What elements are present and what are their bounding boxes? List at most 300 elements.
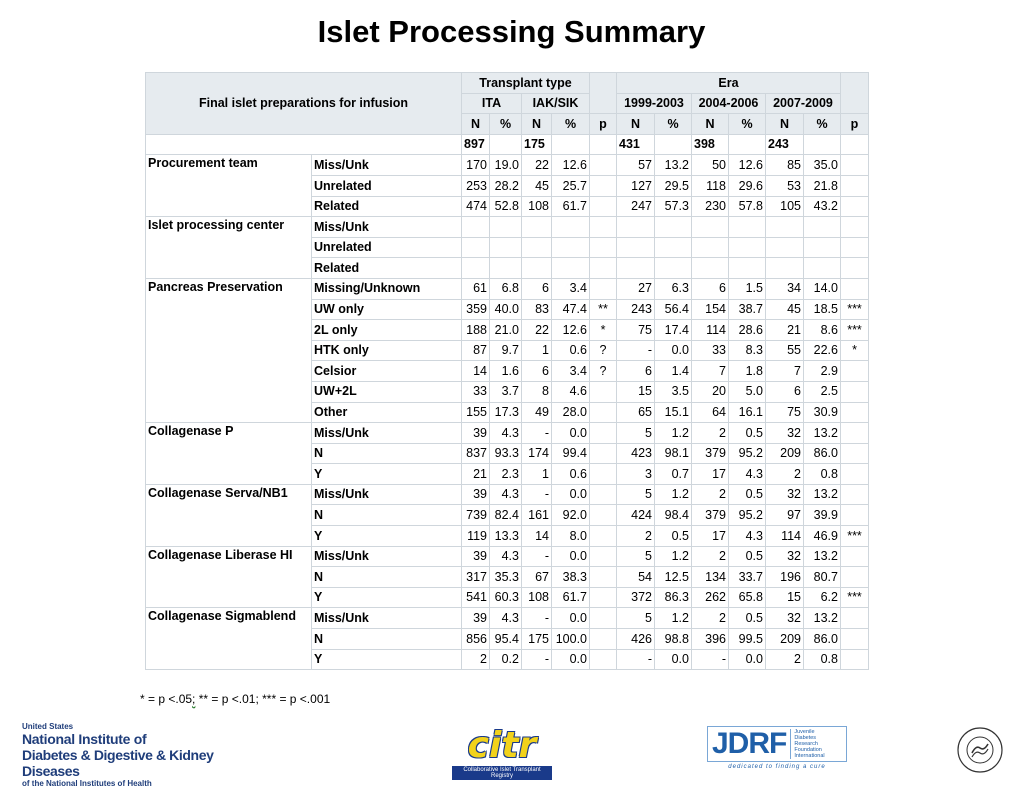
value-cell — [766, 237, 804, 258]
significance-footnote — [140, 692, 330, 706]
p-value-cell — [590, 217, 617, 238]
niddk-logo-line: Diabetes & Digestive & Kidney Diseases — [22, 747, 214, 779]
header-n: N — [617, 114, 655, 135]
niddk-logo-line: United States — [22, 722, 74, 731]
value-cell: 39 — [462, 423, 490, 444]
total-cell: 243 — [766, 134, 804, 155]
value-cell — [692, 217, 729, 238]
value-cell: 21 — [462, 464, 490, 485]
value-cell: 95.4 — [490, 629, 522, 650]
value-cell: 155 — [462, 402, 490, 423]
value-cell: 29.5 — [655, 175, 692, 196]
value-cell: 75 — [766, 402, 804, 423]
value-cell: 60.3 — [490, 587, 522, 608]
total-cell — [552, 134, 590, 155]
value-cell: 2 — [692, 546, 729, 567]
value-cell — [490, 258, 522, 279]
p-value-cell — [841, 196, 869, 217]
value-cell: 20 — [692, 381, 729, 402]
value-cell: 61.7 — [552, 196, 590, 217]
value-cell: 2 — [617, 526, 655, 547]
value-cell: 1.2 — [655, 423, 692, 444]
value-cell: 379 — [692, 505, 729, 526]
value-cell: 4.3 — [490, 484, 522, 505]
p-value-cell — [590, 526, 617, 547]
value-cell: 6.3 — [655, 278, 692, 299]
value-cell: 9.7 — [490, 340, 522, 361]
value-cell: 2 — [692, 608, 729, 629]
total-cell — [841, 134, 869, 155]
value-cell: 49 — [522, 402, 552, 423]
value-cell: 14.0 — [804, 278, 841, 299]
value-cell: 114 — [692, 320, 729, 341]
value-cell: 1.2 — [655, 546, 692, 567]
p-value-cell — [841, 361, 869, 382]
value-cell: 119 — [462, 526, 490, 547]
row-label: Missing/Unknown — [312, 278, 462, 299]
value-cell: 1.4 — [655, 361, 692, 382]
value-cell: 17.3 — [490, 402, 522, 423]
value-cell: 247 — [617, 196, 655, 217]
value-cell: 837 — [462, 443, 490, 464]
value-cell: 98.8 — [655, 629, 692, 650]
value-cell: 57 — [617, 155, 655, 176]
group-label: Collagenase Sigmablend — [146, 608, 312, 670]
p-value-cell — [841, 546, 869, 567]
value-cell: 253 — [462, 175, 490, 196]
value-cell: 17.4 — [655, 320, 692, 341]
value-cell: 1.5 — [729, 278, 766, 299]
p-value-cell — [590, 175, 617, 196]
value-cell: 6 — [522, 361, 552, 382]
value-cell: 175 — [522, 629, 552, 650]
jdrf-small-line: Diabetes — [794, 735, 817, 741]
value-cell: 4.3 — [490, 608, 522, 629]
value-cell — [462, 258, 490, 279]
value-cell: 3.5 — [655, 381, 692, 402]
jdrf-logo — [707, 726, 847, 770]
value-cell: 15.1 — [655, 402, 692, 423]
row-label: HTK only — [312, 340, 462, 361]
value-cell: 4.3 — [490, 546, 522, 567]
value-cell: 12.6 — [552, 155, 590, 176]
value-cell: 28.2 — [490, 175, 522, 196]
value-cell: 209 — [766, 629, 804, 650]
value-cell: - — [522, 484, 552, 505]
row-label: Miss/Unk — [312, 484, 462, 505]
jdrf-small-line: International — [794, 753, 825, 759]
p-value-cell: *** — [841, 587, 869, 608]
total-cell: 897 — [462, 134, 490, 155]
p-value-cell — [590, 608, 617, 629]
jdrf-small-line: Foundation — [794, 747, 822, 753]
value-cell: 8.0 — [552, 526, 590, 547]
p-value-cell — [590, 629, 617, 650]
header-pct: % — [655, 114, 692, 135]
value-cell: 0.0 — [552, 608, 590, 629]
value-cell: 0.5 — [729, 546, 766, 567]
value-cell: 262 — [692, 587, 729, 608]
value-cell: 38.7 — [729, 299, 766, 320]
value-cell: 12.6 — [729, 155, 766, 176]
header-pct: % — [552, 114, 590, 135]
table-row — [146, 217, 869, 238]
p-value-cell — [841, 443, 869, 464]
value-cell — [617, 258, 655, 279]
value-cell: 5 — [617, 423, 655, 444]
citr-logo-word: citr — [467, 725, 537, 766]
row-label: Y — [312, 464, 462, 485]
value-cell: 86.0 — [804, 443, 841, 464]
value-cell — [804, 217, 841, 238]
total-cell: 398 — [692, 134, 729, 155]
value-cell: 1.2 — [655, 608, 692, 629]
table-row — [146, 608, 869, 629]
p-value-cell: *** — [841, 299, 869, 320]
value-cell: 174 — [522, 443, 552, 464]
value-cell — [522, 258, 552, 279]
value-cell: 92.0 — [552, 505, 590, 526]
header-gap — [841, 73, 869, 114]
value-cell: 52.8 — [490, 196, 522, 217]
value-cell: 46.9 — [804, 526, 841, 547]
value-cell — [804, 258, 841, 279]
value-cell: 93.3 — [490, 443, 522, 464]
value-cell: 35.0 — [804, 155, 841, 176]
value-cell: - — [617, 649, 655, 670]
value-cell: 32 — [766, 546, 804, 567]
value-cell: 16.1 — [729, 402, 766, 423]
value-cell: 39.9 — [804, 505, 841, 526]
header-p: p — [841, 114, 869, 135]
value-cell: 243 — [617, 299, 655, 320]
row-label: Unrelated — [312, 237, 462, 258]
value-cell — [552, 258, 590, 279]
value-cell — [655, 237, 692, 258]
value-cell: 8.6 — [804, 320, 841, 341]
value-cell: 0.0 — [655, 649, 692, 670]
row-label: Miss/Unk — [312, 608, 462, 629]
value-cell: 86.0 — [804, 629, 841, 650]
value-cell: 53 — [766, 175, 804, 196]
row-label: N — [312, 443, 462, 464]
row-label: Miss/Unk — [312, 155, 462, 176]
jdrf-small-line: Research — [794, 741, 818, 747]
value-cell: 19.0 — [490, 155, 522, 176]
value-cell — [552, 237, 590, 258]
value-cell: 21.0 — [490, 320, 522, 341]
value-cell: 22 — [522, 320, 552, 341]
header-ita: ITA — [462, 93, 522, 114]
page-title: Islet Processing Summary — [317, 14, 706, 49]
footnote-part: ; — [192, 692, 196, 706]
value-cell: - — [522, 423, 552, 444]
totals-row — [146, 134, 869, 155]
value-cell: 4.6 — [552, 381, 590, 402]
value-cell: 2 — [766, 464, 804, 485]
footnote-part: * = p <.05 — [140, 692, 193, 706]
p-value-cell — [841, 217, 869, 238]
p-value-cell — [841, 237, 869, 258]
value-cell: 379 — [692, 443, 729, 464]
group-label: Pancreas Preservation — [146, 278, 312, 422]
value-cell: 43.2 — [804, 196, 841, 217]
value-cell: 0.7 — [655, 464, 692, 485]
value-cell: 65 — [617, 402, 655, 423]
value-cell: - — [692, 649, 729, 670]
value-cell: 188 — [462, 320, 490, 341]
header-pct: % — [804, 114, 841, 135]
header-transplant-type: Transplant type — [462, 73, 590, 94]
value-cell — [490, 217, 522, 238]
p-value-cell — [590, 567, 617, 588]
value-cell: 3.7 — [490, 381, 522, 402]
value-cell: 5 — [617, 608, 655, 629]
value-cell — [490, 237, 522, 258]
header-main-label: Final islet preparations for infusion — [146, 73, 462, 135]
p-value-cell: ? — [590, 361, 617, 382]
value-cell: 64 — [692, 402, 729, 423]
p-value-cell — [841, 423, 869, 444]
p-value-cell — [841, 175, 869, 196]
value-cell: 80.7 — [804, 567, 841, 588]
table-row — [146, 278, 869, 299]
value-cell: 61.7 — [552, 587, 590, 608]
value-cell: 39 — [462, 546, 490, 567]
value-cell: 18.5 — [804, 299, 841, 320]
header-pct: % — [729, 114, 766, 135]
niddk-logo — [22, 722, 252, 788]
value-cell: 0.8 — [804, 464, 841, 485]
value-cell: 32 — [766, 423, 804, 444]
value-cell: 6 — [766, 381, 804, 402]
value-cell: 32 — [766, 484, 804, 505]
value-cell: 0.0 — [552, 484, 590, 505]
p-value-cell — [841, 278, 869, 299]
value-cell: 1.8 — [729, 361, 766, 382]
value-cell: 6 — [692, 278, 729, 299]
header-n: N — [462, 114, 490, 135]
value-cell: 2 — [462, 649, 490, 670]
value-cell: 170 — [462, 155, 490, 176]
value-cell: 40.0 — [490, 299, 522, 320]
value-cell: 108 — [522, 587, 552, 608]
value-cell: 209 — [766, 443, 804, 464]
value-cell: 45 — [522, 175, 552, 196]
row-label: Miss/Unk — [312, 546, 462, 567]
value-cell: 105 — [766, 196, 804, 217]
jdrf-tagline: dedicated to finding a cure — [728, 764, 826, 770]
value-cell: 426 — [617, 629, 655, 650]
value-cell: 1 — [522, 464, 552, 485]
value-cell: 423 — [617, 443, 655, 464]
p-value-cell — [841, 402, 869, 423]
header-era-3: 2007-2009 — [766, 93, 841, 114]
value-cell: 98.1 — [655, 443, 692, 464]
row-label: Miss/Unk — [312, 423, 462, 444]
row-label: Y — [312, 587, 462, 608]
value-cell: 15 — [617, 381, 655, 402]
header-n: N — [766, 114, 804, 135]
value-cell — [522, 217, 552, 238]
value-cell: 82.4 — [490, 505, 522, 526]
row-label: Miss/Unk — [312, 217, 462, 238]
total-cell: 175 — [522, 134, 552, 155]
row-label: Y — [312, 649, 462, 670]
islet-summary-table — [145, 72, 869, 670]
row-label: Other — [312, 402, 462, 423]
value-cell: 127 — [617, 175, 655, 196]
p-value-cell — [841, 629, 869, 650]
header-pct: % — [490, 114, 522, 135]
value-cell: 541 — [462, 587, 490, 608]
header-iak-sik: IAK/SIK — [522, 93, 590, 114]
row-label: N — [312, 567, 462, 588]
p-value-cell — [841, 484, 869, 505]
value-cell — [729, 258, 766, 279]
value-cell: 0.8 — [804, 649, 841, 670]
value-cell — [729, 217, 766, 238]
value-cell: 5.0 — [729, 381, 766, 402]
value-cell: 0.5 — [729, 423, 766, 444]
value-cell: 0.0 — [552, 546, 590, 567]
value-cell: 21 — [766, 320, 804, 341]
value-cell: 4.3 — [729, 526, 766, 547]
p-value-cell — [590, 484, 617, 505]
value-cell: 4.3 — [490, 423, 522, 444]
p-value-cell — [590, 505, 617, 526]
value-cell — [462, 217, 490, 238]
value-cell: 39 — [462, 608, 490, 629]
value-cell: 17 — [692, 464, 729, 485]
value-cell: 83 — [522, 299, 552, 320]
value-cell — [692, 258, 729, 279]
value-cell: 95.2 — [729, 505, 766, 526]
p-value-cell: ? — [590, 340, 617, 361]
row-label: UW+2L — [312, 381, 462, 402]
value-cell — [729, 237, 766, 258]
value-cell: 6 — [522, 278, 552, 299]
value-cell: 2 — [692, 423, 729, 444]
value-cell: 372 — [617, 587, 655, 608]
p-value-cell — [590, 258, 617, 279]
value-cell: 57.3 — [655, 196, 692, 217]
value-cell — [552, 217, 590, 238]
p-value-cell — [841, 464, 869, 485]
value-cell: 0.0 — [729, 649, 766, 670]
value-cell: 32 — [766, 608, 804, 629]
value-cell — [804, 237, 841, 258]
jdrf-logo-word: JDRF — [712, 727, 787, 760]
p-value-cell — [590, 443, 617, 464]
value-cell: - — [522, 608, 552, 629]
value-cell: 28.6 — [729, 320, 766, 341]
total-cell — [804, 134, 841, 155]
value-cell: - — [522, 649, 552, 670]
p-value-cell — [590, 423, 617, 444]
value-cell: 17 — [692, 526, 729, 547]
value-cell: 3.4 — [552, 278, 590, 299]
value-cell: 1.6 — [490, 361, 522, 382]
value-cell: 57.8 — [729, 196, 766, 217]
total-cell — [729, 134, 766, 155]
value-cell: 474 — [462, 196, 490, 217]
p-value-cell — [590, 155, 617, 176]
value-cell — [692, 237, 729, 258]
value-cell: 13.2 — [804, 608, 841, 629]
row-label: Celsior — [312, 361, 462, 382]
value-cell: 230 — [692, 196, 729, 217]
value-cell: 6 — [617, 361, 655, 382]
value-cell: - — [617, 340, 655, 361]
p-value-cell — [841, 155, 869, 176]
value-cell: 6.8 — [490, 278, 522, 299]
value-cell: 8.3 — [729, 340, 766, 361]
row-label: 2L only — [312, 320, 462, 341]
value-cell: 0.6 — [552, 464, 590, 485]
p-value-cell — [590, 464, 617, 485]
value-cell — [766, 258, 804, 279]
footnote-part: ** = p <.01; *** = p <.001 — [195, 692, 331, 706]
value-cell — [617, 237, 655, 258]
value-cell: 161 — [522, 505, 552, 526]
value-cell: 99.5 — [729, 629, 766, 650]
value-cell: 25.7 — [552, 175, 590, 196]
p-value-cell: * — [590, 320, 617, 341]
value-cell — [617, 217, 655, 238]
value-cell: 13.2 — [804, 546, 841, 567]
row-label: Related — [312, 196, 462, 217]
group-label: Procurement team — [146, 155, 312, 217]
header-era: Era — [617, 73, 841, 94]
value-cell: 134 — [692, 567, 729, 588]
value-cell: 14 — [522, 526, 552, 547]
p-value-cell — [841, 381, 869, 402]
group-label: Collagenase P — [146, 423, 312, 485]
value-cell: 54 — [617, 567, 655, 588]
value-cell: 0.0 — [655, 340, 692, 361]
value-cell: 86.3 — [655, 587, 692, 608]
citr-logo — [452, 725, 552, 780]
p-value-cell — [841, 567, 869, 588]
p-value-cell — [841, 649, 869, 670]
value-cell: 34 — [766, 278, 804, 299]
value-cell: 13.2 — [655, 155, 692, 176]
jdrf-logo-small — [790, 729, 824, 759]
p-value-cell — [841, 505, 869, 526]
p-value-cell — [590, 196, 617, 217]
value-cell: 118 — [692, 175, 729, 196]
value-cell: 67 — [522, 567, 552, 588]
value-cell: 2.9 — [804, 361, 841, 382]
p-value-cell — [590, 402, 617, 423]
value-cell: 0.0 — [552, 423, 590, 444]
p-value-cell: *** — [841, 320, 869, 341]
row-label: N — [312, 629, 462, 650]
niddk-logo-line: of the National Institutes of Health — [22, 779, 152, 788]
p-value-cell: * — [841, 340, 869, 361]
value-cell: 8 — [522, 381, 552, 402]
value-cell: 1.2 — [655, 484, 692, 505]
value-cell: 45 — [766, 299, 804, 320]
value-cell: 29.6 — [729, 175, 766, 196]
value-cell: 0.6 — [552, 340, 590, 361]
value-cell — [655, 217, 692, 238]
citr-logo-subtitle: Collaborative Islet Transplant Registry — [452, 766, 552, 780]
table-row — [146, 155, 869, 176]
value-cell: 12.5 — [655, 567, 692, 588]
p-value-cell — [590, 237, 617, 258]
